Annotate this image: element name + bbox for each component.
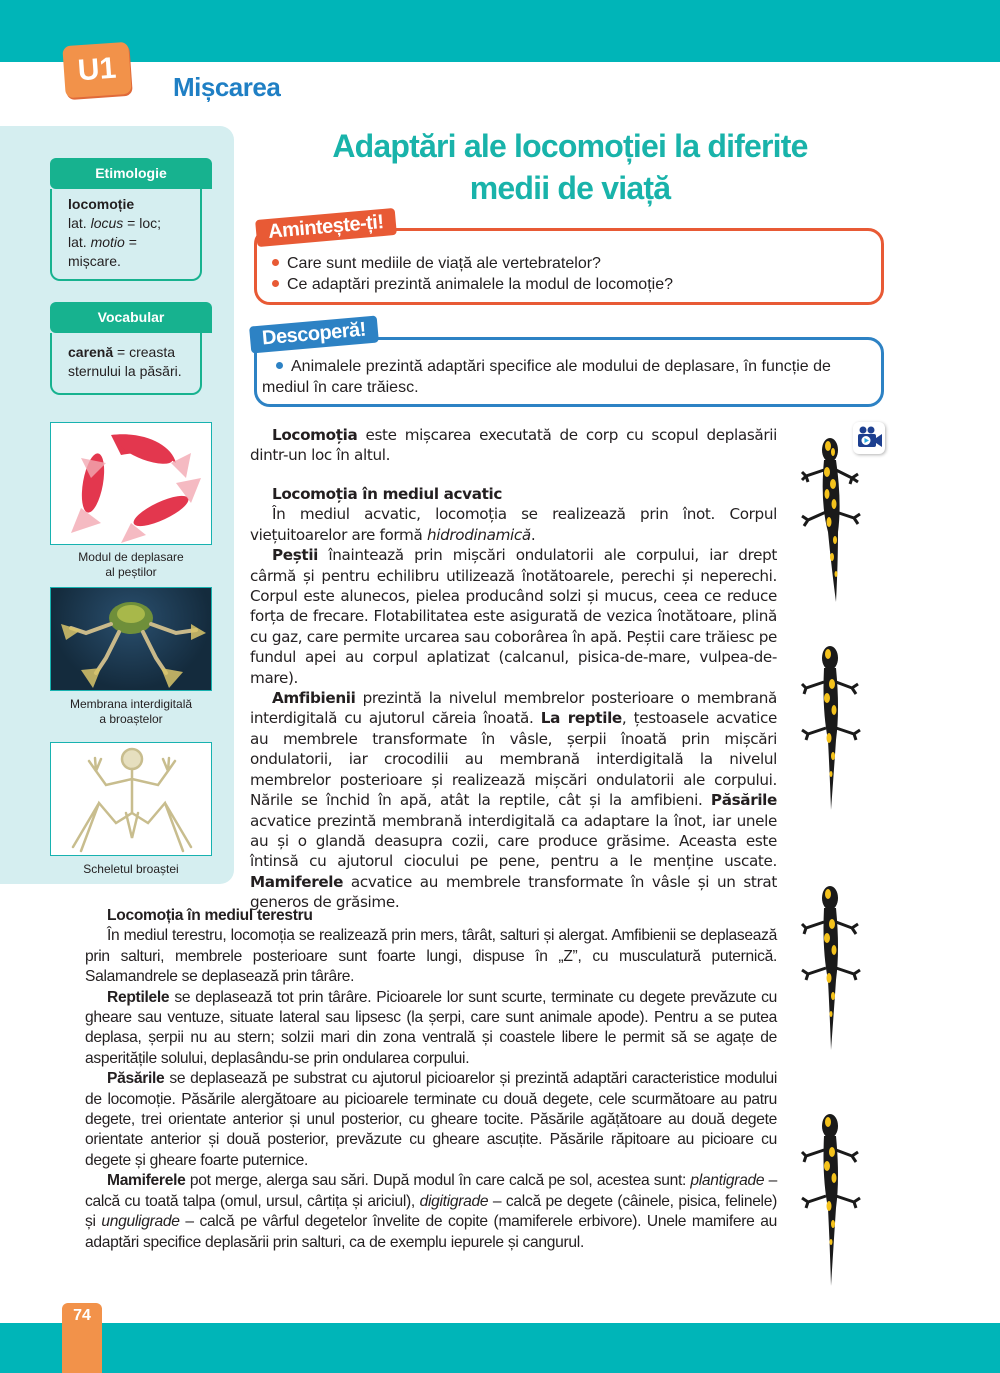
term-pasarile: Păsările [107, 1070, 165, 1088]
salamander-image [798, 880, 862, 1050]
vocabular-header: Vocabular [50, 302, 212, 333]
term-pasarile: Păsările [710, 791, 777, 810]
terestru-paragraph-1 [85, 926, 777, 987]
terestru-section [85, 906, 777, 1253]
terestru-heading [85, 906, 777, 926]
unit-badge: U1 [62, 42, 131, 98]
term-la-reptile: La reptile [540, 709, 622, 728]
salamander-image [798, 1108, 862, 1288]
list-item-text: Animalele prezintă adaptări specifice ale modului de deplasare, în funcție de mediul în care trăiesc. [262, 358, 831, 396]
text: pot merge, alerga sau sări. După modul în care calcă pe sol, acestea sunt: [185, 1172, 691, 1190]
caption-line: Scheletul broaștei [83, 862, 179, 876]
figure-caption-fish [40, 550, 222, 580]
frog-swimming-image [51, 588, 212, 691]
term-mamiferele: Mamiferele [107, 1172, 186, 1190]
figure-caption-frog-membrane [40, 697, 222, 727]
figure-koi-fish [50, 422, 212, 545]
acvatic-section [250, 484, 777, 913]
text: În mediul acvatic, locomoția se realizează prin înot. Corpul viețuitoarelor are formă [250, 505, 777, 544]
term-plantigrade: plantigrade [690, 1172, 765, 1190]
salamander-image [798, 640, 862, 810]
pesti-paragraph [250, 545, 777, 688]
frog-skeleton-image [51, 743, 212, 856]
vocabular-term: carenă [68, 344, 114, 360]
term-reptilele: Reptilele [107, 988, 170, 1006]
caption-line: al peștilor [105, 565, 157, 579]
term-amfibienii: Amfibienii [272, 689, 356, 708]
etimologie-header: Etimologie [50, 158, 212, 189]
caption-line: Membrana interdigitală [69, 697, 193, 711]
term-unguligrade: unguligrade [101, 1213, 180, 1231]
etym-line1-prefix: lat. [68, 215, 91, 231]
lesson-title-line2: medii de viață [469, 170, 671, 206]
figure-frog-skeleton [50, 742, 212, 856]
text: În mediul terestru, locomoția se realizează prin mers, târât, salturi și alergat. Amfibienii se deplasează prin salturi, membrele posterioare sunt foarte lungi, dispuse în „Z”, cu musculatură puternică. Salamandrele se deplasează prin târâre. [85, 927, 777, 986]
lesson-title [300, 125, 840, 209]
term-locomotia: Locomoția [272, 426, 358, 444]
aminteste-label: Amintește-ți! [255, 208, 397, 247]
text: – calcă pe degete (câinele, pisica, felinele) și [85, 1192, 777, 1231]
salamander-image [798, 432, 862, 602]
acvatic-heading-text: Locomoția în mediul acvatic [272, 485, 503, 503]
aminteste-list [272, 253, 673, 295]
list-item [272, 274, 673, 295]
etym-line1-suffix: = loc; [123, 215, 162, 231]
intro-paragraph [250, 425, 777, 466]
chapter-title: Mișcarea [173, 72, 281, 102]
intro-text: este mișcarea executată de corp cu scopul deplasării dintr-un loc în altul. [250, 426, 777, 465]
descopera-label: Descoperă! [249, 315, 379, 353]
bottom-footer-band [0, 1323, 1000, 1373]
top-header-band [0, 0, 1000, 62]
lesson-title-line1: Adaptări ale locomoției la diferite [332, 128, 808, 164]
term-mamiferele: Mamiferele [250, 872, 344, 891]
acvatic-paragraph-1 [250, 504, 777, 545]
acvatic-heading [250, 484, 777, 504]
list-item [272, 253, 673, 274]
mamifere-paragraph [85, 1171, 777, 1253]
etimologie-term: locomoție [68, 196, 135, 212]
text: prezintă la nivelul membrelor posterioare o membrană interdigitală cu ajutorul căreia înoată. [250, 689, 777, 728]
page-number: 74 [62, 1303, 102, 1373]
vocabular-definition: = creasta sternului la păsări. [68, 344, 182, 379]
etym-line2-suffix: = mișcare. [68, 234, 137, 269]
etimologie-body [50, 189, 202, 281]
text: se deplasează tot prin târâre. Picioarele lor sunt scurte, terminate cu degete prevăzute cu gheare sau ventuze, situate lateral sau lipsesc (la șerpi, care sunt animale apode). Pentru a se putea deplasa, șerpii nu au stern; solzii mari din zona ventrală și coastele libere le permit să se agațe de asperitățile solului, deplasându-se prin ondularea corpului. [85, 988, 777, 1067]
bullet-icon [276, 362, 283, 369]
figure-caption-skeleton [40, 862, 222, 877]
text: . [530, 525, 536, 544]
etym-latin-locus: locus [90, 215, 124, 231]
vocabular-box [50, 302, 202, 395]
bullet-icon [272, 280, 279, 287]
descopera-list [262, 356, 872, 398]
figure-frog-photo [50, 587, 212, 691]
etimologie-box [50, 158, 202, 281]
koi-fish-image [51, 423, 212, 545]
text: – calcă pe vârful degetelor învelite de copite (mamiferele erbivore). Unele mamifere au adaptări specifice deplasării prin salturi, ca de exemplu iepurele și cangurul. [85, 1213, 777, 1251]
text: acvatice au membrele transformate în vâsle și un strat generos de grăsime. [250, 872, 777, 912]
term-hidrodinamica: hidrodinamică [426, 525, 531, 544]
text: , țestoasele acvatice au membrele transformate în vâsle, șerpii înoată prin mișcări ondulatorii, iar crocodilii au membrană interdigitală la nivelul membrelor posterioare și realizează mișcări ondulatorii ale corpului. Nările se închid în apă, atât la reptile, cât și la amfibieni. [250, 709, 777, 810]
bullet-icon [272, 259, 279, 266]
caption-line: a broaștelor [99, 712, 163, 726]
list-item-text: Care sunt mediile de viață ale vertebratelor? [287, 255, 601, 272]
text: acvatice prezintă membrană interdigitală ca adaptare la înot, iar unele au și o glandă deasupra cozii, care produce grăsime. Aceasta este întinsă cu ajutorul ciocului pe pene, pentru a le menține uscate. [250, 811, 777, 871]
etym-latin-motio: motio [90, 234, 125, 250]
terestru-heading-text: Locomoția în mediul terestru [107, 907, 313, 924]
etym-line2-prefix: lat. [68, 234, 91, 250]
caption-line: Modul de deplasare [78, 550, 184, 564]
term-digitigrade: digitigrade [419, 1192, 489, 1210]
reptile-paragraph [85, 988, 777, 1070]
text: se deplasează pe substrat cu ajutorul picioarelor și prezintă adaptări caracteristice modului de locomoție. Păsările alergătoare au picioarele terminate cu două degete, cele scurmătoare au patru degete, trei orientate anterior și unul posterior, cu gheare tocite. Păsările agățătoare au două degete orientate anterior și două posterior, prevăzute cu gheare ascuțite. Păsările răpitoare au picioare cu degete și gheare foarte puternice. [85, 1070, 777, 1169]
amfibieni-paragraph [250, 688, 777, 912]
text: – calcă cu toată talpa (omul, ursul, cârtița și ariciul), [85, 1172, 778, 1210]
term-pestii: Peștii [272, 546, 319, 565]
text: înaintează prin mișcări ondulatorii ale corpului, iar drept cârmă și pentru echilibru utilizează înotătoarele, perechi și neperechi. Corpul este alunecos, pielea producând solzi și mucus, ceea ce reduce forța de frecare. Flotabilitatea este asigurată de vezica înotătoare, plină cu gaz, care permite urcarea sau coborârea în apă. Peștii care trăiesc pe fundul apei au corpul aplatizat (calcanul, pisica-de-mare, vulpea-de-mare). [250, 546, 777, 687]
list-item-text: Ce adaptări prezintă animalele la modul de locomoție? [287, 276, 673, 293]
vocabular-body [50, 333, 202, 395]
pasari-paragraph [85, 1069, 777, 1171]
